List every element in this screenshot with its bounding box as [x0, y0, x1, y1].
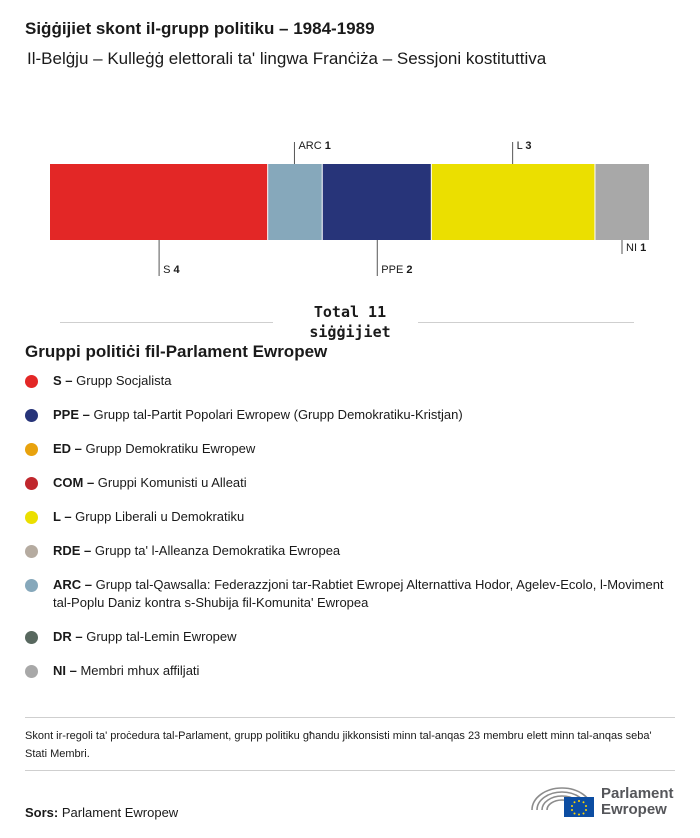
legend-text [53, 372, 673, 390]
legend-swatch-icon [25, 545, 38, 558]
legend-code: COM – [53, 475, 98, 490]
legend-code: S – [53, 373, 77, 388]
seat-bar-chart [0, 130, 700, 290]
total-seats-label: Total 11 siġġijiet [309, 303, 391, 341]
legend-text [53, 662, 673, 680]
source-label: Sors: [25, 805, 59, 820]
legend-code: ARC – [53, 577, 96, 592]
chart-title: Siġġijiet skont il-grupp politiku – 1984-1989 [25, 19, 375, 38]
bar-ni [595, 164, 649, 240]
hemicycle-flag-icon [530, 780, 598, 820]
source-line [25, 805, 178, 820]
legend-swatch-icon [25, 579, 38, 592]
note-divider-top [25, 717, 675, 718]
bar-l [432, 164, 595, 240]
logo-text [601, 786, 674, 818]
legend-text [53, 576, 673, 612]
legend-name: Grupp tal-Lemin Ewropew [86, 629, 237, 644]
source-value: Parlament Ewropew [61, 805, 179, 820]
legend-swatch-icon [25, 665, 38, 678]
bar-label-s: S 4 [163, 264, 180, 276]
bar-label-l: L 3 [516, 140, 532, 152]
legend-swatch-icon [25, 477, 38, 490]
legend-swatch-icon [25, 375, 38, 388]
logo-line2: Ewropew [601, 801, 667, 818]
legend-swatch-icon [25, 511, 38, 524]
legend-name: Grupp Demokratiku Ewropew [85, 441, 256, 456]
bar-arc [268, 164, 322, 240]
note-divider-bottom [25, 770, 675, 771]
legend-code: ED – [53, 441, 86, 456]
legend-swatch-icon [25, 443, 38, 456]
legend-name: Grupp tal-Partit Popolari Ewropew (Grupp Demokratiku-Kristjan) [93, 407, 463, 422]
legend-code: L – [53, 509, 76, 524]
legend-text [53, 542, 673, 560]
total-divider-left [60, 322, 273, 323]
legend-text [53, 474, 673, 492]
bar-label-ppe: PPE 2 [381, 264, 413, 276]
bar-label-arc: ARC 1 [298, 140, 331, 152]
legend-title: Gruppi politiċi fil-Parlament Ewropew [25, 342, 328, 361]
legend-swatch-icon [25, 409, 38, 422]
legend-text [53, 406, 673, 424]
legend-name: Grupp Socjalista [76, 373, 172, 388]
legend-name: Membri mhux affiljati [80, 663, 200, 678]
legend-code: RDE – [53, 543, 95, 558]
legend-text [53, 628, 673, 646]
footnote: Skont ir-regoli ta' proċedura tal-Parlament, grupp politiku għandu jikkonsisti minn tal-anqas 23 membru elett minn tal-anqas seba' Stati Membri. [25, 730, 652, 760]
bar-label-ni: NI 1 [626, 242, 647, 254]
legend-code: PPE – [53, 407, 94, 422]
legend-swatch-icon [25, 631, 38, 644]
total-divider-right [418, 322, 634, 323]
bar-s [50, 164, 267, 240]
legend-text [53, 508, 673, 526]
bar-ppe [323, 164, 431, 240]
legend-name: Grupp ta' l-Alleanza Demokratika Ewropea [94, 543, 341, 558]
legend-name: Grupp Liberali u Demokratiku [75, 509, 245, 524]
legend-code: NI – [53, 663, 81, 678]
legend-name: Grupp tal-Qawsalla: Federazzjoni tar-Rabtiet Ewropej Alternattiva Hodor, Agelev-Ecolo, l-Moviment tal-Poplu Daniz kontra s-Shubija fil-Komunita' Ewropea [53, 577, 664, 610]
logo-line1: Parlament [601, 785, 674, 802]
parliament-logo [530, 780, 680, 820]
legend-text [53, 440, 673, 458]
legend-code: DR – [53, 629, 87, 644]
legend-name: Gruppi Komunisti u Alleati [97, 475, 247, 490]
chart-subtitle: Il-Belġju – Kulleġġ elettorali ta' lingwa Franċiża – Sessjoni kostituttiva [27, 49, 547, 68]
